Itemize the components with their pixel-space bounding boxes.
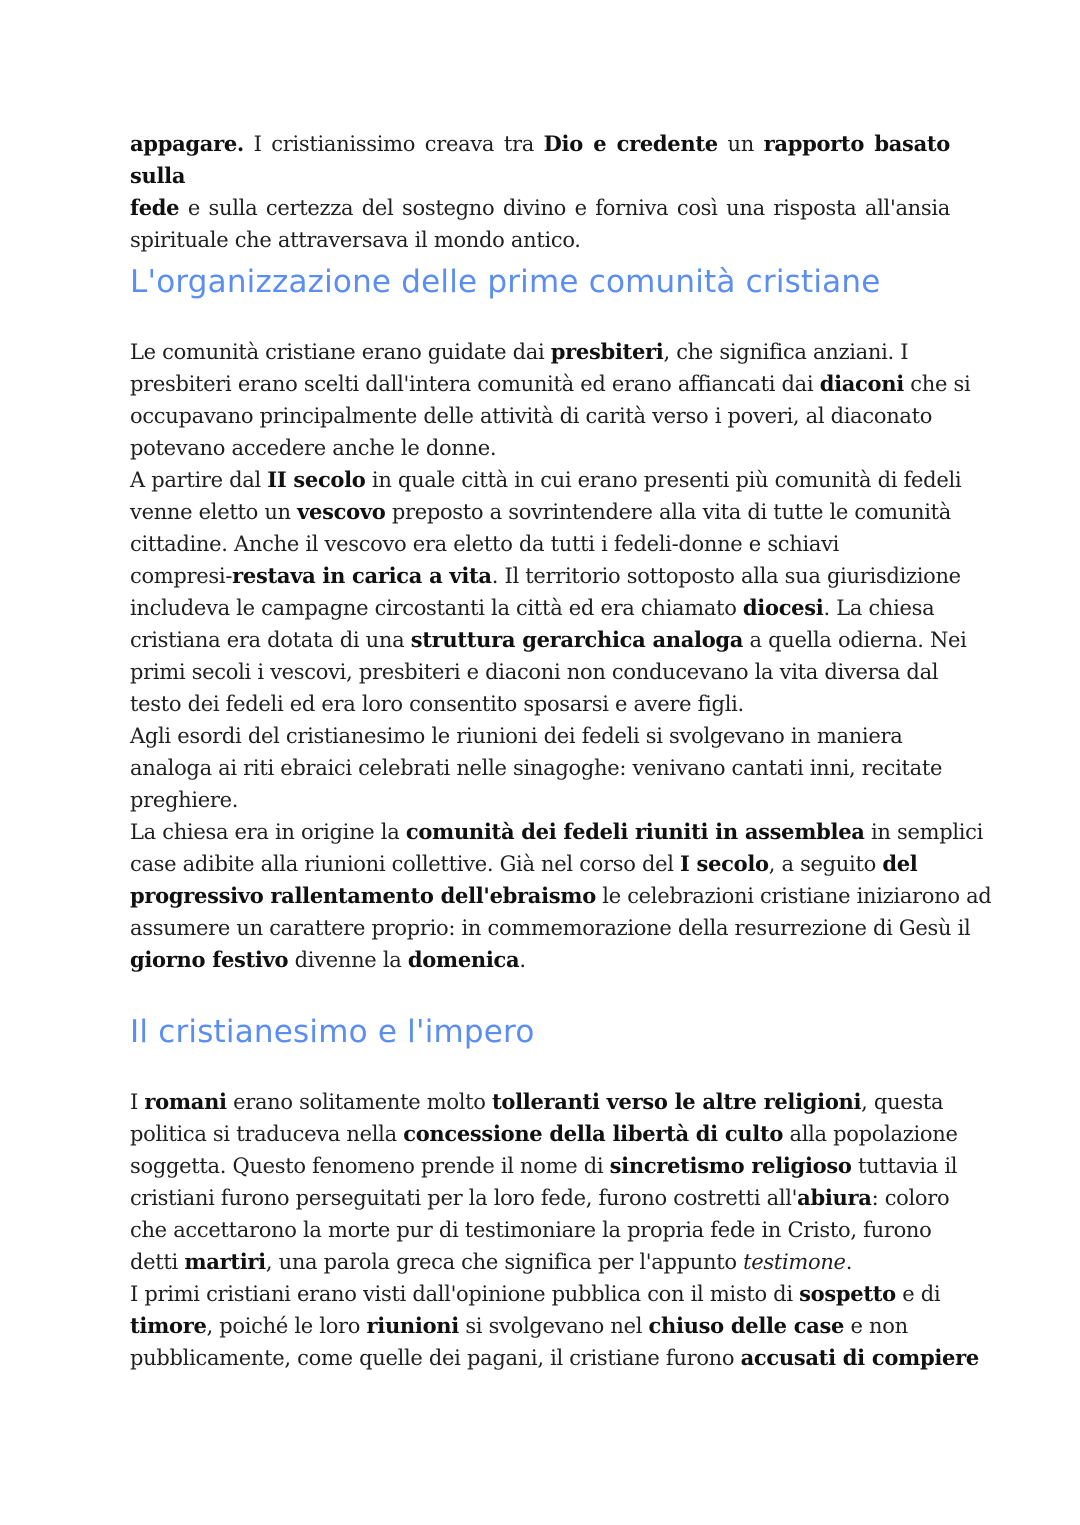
bold-text: fede [130,195,180,220]
bold-text: rapporto basato sulla [130,131,950,188]
bold-text: concessione della libertà di culto [403,1121,784,1146]
text-run: soggetta. Questo fenomeno prende il nome di [130,1154,610,1178]
text-run: occupavano principalmente delle attività di carità verso i poveri, al diaconato [130,404,933,428]
text-run: I primi cristiani erano visti dall'opinione pubblica con il misto di [130,1282,800,1306]
heading-empire: Il cristianesimo e l'impero [130,1014,535,1050]
bold-text: riunioni [366,1313,459,1338]
text-line [130,400,950,432]
section-heading-organization [130,262,950,302]
text-run: A partire dal [130,468,268,492]
text-run: includeva le campagne circostanti la città ed era chiamato [130,596,743,620]
text-run: divenne la [288,948,408,972]
bold-text: I secolo [680,851,769,876]
bold-text: giorno festivo [130,947,289,972]
text-run: compresi- [130,564,233,588]
bold-text: progressivo rallentamento dell'ebraismo [130,883,596,908]
text-line [130,880,992,912]
text-line [130,336,950,368]
bold-text: II secolo [267,467,366,492]
text-run: e non [844,1314,908,1338]
text-run: : coloro [871,1186,950,1210]
text-line [130,560,961,592]
bold-text: struttura gerarchica analoga [410,627,744,652]
text-line [130,1246,950,1278]
bold-text: romani [144,1089,227,1114]
text-run: un [717,132,764,156]
text-line [130,944,950,976]
text-run: Agli esordi del cristianesimo le riunioni dei fedeli si svolgevano in maniera [130,724,903,748]
intro-line-3 [130,224,950,256]
text-run: case adibite alla riunioni collettive. Già nel corso del [130,852,681,876]
text-run: si svolgevano nel [458,1314,649,1338]
text-run: e sulla certezza del sostegno divino e forniva così una risposta all'ansia [179,196,950,220]
text-run: La chiesa era in origine la [130,820,406,844]
text-run: analoga ai riti ebraici celebrati nelle sinagoghe: venivano cantati inni, recitate [130,756,943,780]
text-line [130,624,967,656]
section-organization-body [130,336,992,976]
bold-text: restava in carica a vita [232,563,492,588]
text-line [130,1342,979,1374]
organization-paragraph [130,336,992,976]
bold-text: accusati di compiere [740,1345,979,1370]
text-run: pubblicamente, come quelle dei pagani, il cristiane furono [130,1346,741,1370]
text-line [130,1278,950,1310]
text-run: e di [895,1282,941,1306]
text-run: . [519,948,526,972]
section-empire-body [130,1086,979,1374]
text-line [130,912,971,944]
text-run: in semplici [864,820,984,844]
bold-text: chiuso delle case [648,1313,845,1338]
bold-text: sincretismo religioso [609,1153,852,1178]
bold-text: appagare. [130,131,244,156]
text-line [130,848,950,880]
text-line [130,688,950,720]
text-run: erano solitamente molto [226,1090,492,1114]
heading-organization: L'organizzazione delle prime comunità cristiane [130,264,881,300]
text-run: , a seguito [768,852,883,876]
bold-text: del [882,851,918,876]
text-run: spirituale che attraversava il mondo antico. [130,228,581,252]
text-run: testo dei fedeli ed era loro consentito sposarsi e avere figli. [130,692,744,716]
bold-text: diocesi [742,595,824,620]
text-run: assumere un carattere proprio: in commemorazione della resurrezione di Gesù il [130,916,971,940]
italic-text: testimone [743,1250,846,1274]
text-run: a quella odierna. Nei [743,628,967,652]
text-line [130,1150,958,1182]
text-run: , una parola greca che significa per l'appunto [265,1250,744,1274]
section-heading-empire [130,1012,950,1052]
text-run: alla popolazione [783,1122,958,1146]
text-line [130,816,984,848]
bold-text: domenica [407,947,520,972]
text-run: primi secoli i vescovi, presbiteri e diaconi non conducevano la vita diversa dal [130,660,939,684]
text-line [130,1118,958,1150]
text-run: presbiteri erano scelti dall'intera comunità ed erano affiancati dai [130,372,820,396]
bold-text: vescovo [297,499,386,524]
text-run: . Il territorio sottoposto alla sua giurisdizione [491,564,961,588]
bold-text: martiri [184,1249,266,1274]
text-run: potevano accedere anche le donne. [130,436,497,460]
text-run: detti [130,1250,185,1274]
text-line [130,784,950,816]
empire-paragraph [130,1086,979,1374]
text-run: in quale città in cui erano presenti più comunità di fedeli [365,468,962,492]
bold-text: timore [130,1313,207,1338]
intro-line-1 [130,128,950,192]
intro-line-2 [130,192,950,224]
text-run: I [130,1090,145,1114]
text-line [130,1310,950,1342]
bold-text: comunità dei fedeli riuniti in assemblea [405,819,865,844]
text-run: preghiere. [130,788,239,812]
text-run: cristiani furono perseguitati per la loro fede, furono costretti all' [130,1186,798,1210]
text-line [130,368,971,400]
bold-text: Dio e credente [543,131,718,156]
text-line [130,528,950,560]
bold-text: diaconi [819,371,904,396]
text-run: le celebrazioni cristiane iniziarono ad [595,884,992,908]
bold-text: presbiteri [550,339,664,364]
text-run: preposto a sovrintendere alla vita di tutte le comunità [385,500,952,524]
text-run: . La chiesa [823,596,935,620]
text-line [130,1182,950,1214]
text-line [130,656,950,688]
text-run: , poiché le loro [206,1314,367,1338]
text-run: , che significa anziani. I [663,340,909,364]
text-run: che si [903,372,971,396]
text-run: cristiana era dotata di una [130,628,411,652]
text-line [130,496,950,528]
text-line [130,1214,950,1246]
text-line [130,720,950,752]
text-line [130,752,950,784]
text-run: I cristianissimo creava tra [243,132,544,156]
text-run: Le comunità cristiane erano guidate dai [130,340,551,364]
text-run: che accettarono la morte pur di testimoniare la propria fede in Cristo, furono [130,1218,932,1242]
text-line [130,1086,950,1118]
text-run: . [845,1250,853,1274]
text-run: cittadine. Anche il vescovo era eletto da tutti i fedeli-donne e schiavi [130,532,840,556]
bold-text: abiura [797,1185,872,1210]
text-line [130,464,962,496]
bold-text: sospetto [799,1281,896,1306]
intro-paragraph [130,128,950,256]
text-run: politica si traduceva nella [130,1122,404,1146]
text-line [130,592,950,624]
text-run: , questa [861,1090,944,1114]
bold-text: tolleranti verso le altre religioni [491,1089,862,1114]
text-run: venne eletto un [130,500,298,524]
text-run: tuttavia il [851,1154,958,1178]
text-line [130,432,950,464]
